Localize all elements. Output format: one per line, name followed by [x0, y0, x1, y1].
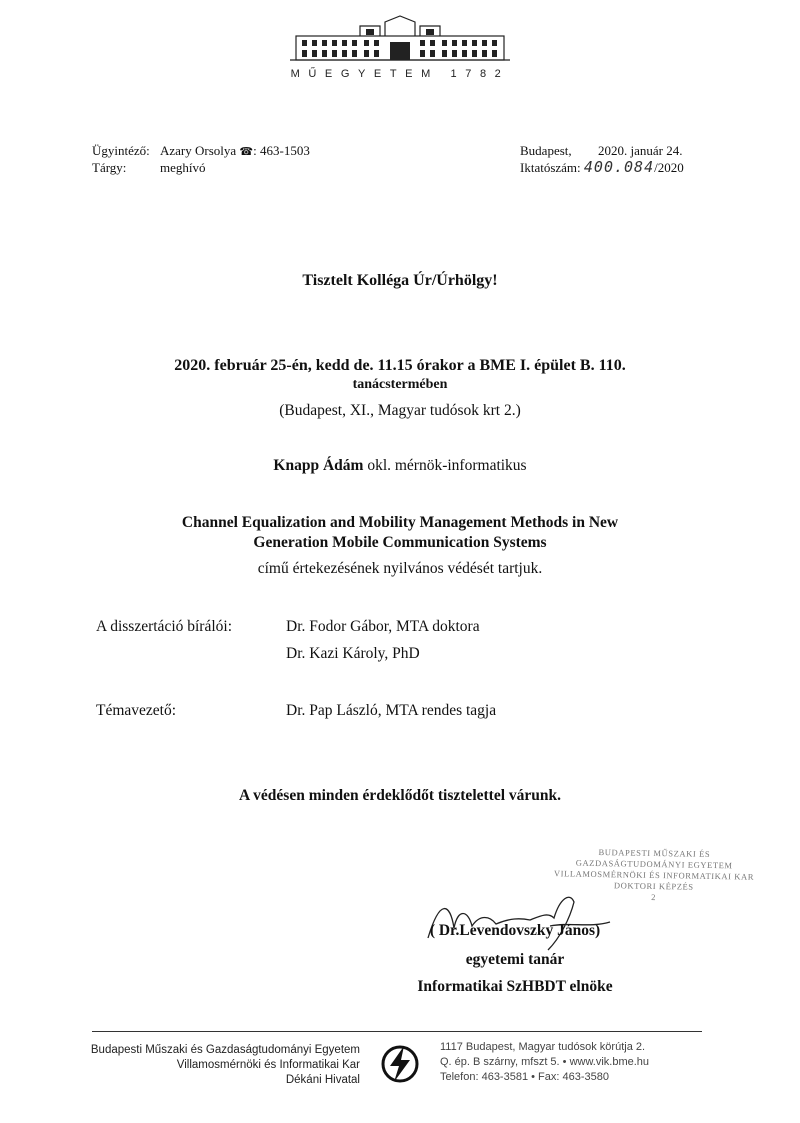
date-row: [520, 143, 720, 159]
defense-text: című értekezésének nyilvános védését tartjuk.: [257, 560, 543, 577]
footer-address-line-2: Q. ép. B szárny, mfszt 5. • www.vik.bme.hu: [440, 1056, 650, 1068]
stamp-line-1: BUDAPESTI MŰSZAKI ÉS: [598, 847, 711, 859]
signatory-name: ( Dr.Levendovszky János): [429, 922, 601, 939]
candidate: [0, 456, 800, 476]
signatory-role: egyetemi tanár: [465, 951, 565, 968]
case-officer-row: [92, 143, 412, 160]
stamp-line-5: 2: [651, 891, 657, 903]
stamp-line-2: GAZDASÁGTUDOMÁNYI EGYETEM: [575, 857, 733, 871]
footer-org-line-3: Dékáni Hivatal: [285, 1074, 360, 1086]
case-officer-label: Ügyintéző:: [92, 143, 150, 158]
footer-address-line-3: Telefon: 463-3581 • Fax: 463-3580: [440, 1071, 609, 1083]
footer-divider: [92, 1031, 702, 1032]
thesis-title-line-1: Channel Equalization and Mobility Management Methods in New: [181, 514, 619, 531]
reviewer-1: Dr. Fodor Gábor, MTA doktora: [286, 618, 480, 635]
signatory-position: Informatikai SzHBDT elnöke: [417, 978, 613, 995]
footer-contact: [440, 1040, 700, 1085]
reference-suffix: /2020: [654, 160, 684, 175]
university-building-logo: [290, 14, 510, 66]
address: (Budapest, XI., Magyar tudósok krt 2.): [279, 402, 521, 419]
reviewers-label: A disszertáció bírálói:: [96, 618, 233, 635]
event-line-1: 2020. február 25-én, kedd de. 11.15 órakor a BME I. épület B. 110.: [174, 357, 626, 374]
reference-label: Iktatószám:: [520, 160, 581, 175]
stamp-line-4: DOKTORI KÉPZÉS: [613, 880, 694, 892]
supervisor: Dr. Pap László, MTA rendes tagja: [286, 702, 497, 719]
city: Budapest,: [520, 143, 572, 158]
subject-value: meghívó: [160, 160, 206, 175]
thesis-title-line-2: Generation Mobile Communication Systems: [253, 534, 547, 551]
event-line-2: tanácstermében: [352, 377, 448, 392]
subject-row: [92, 160, 412, 176]
telephone-icon: ☎: [239, 146, 254, 158]
subject-label: Tárgy:: [92, 160, 127, 175]
phone-value: : 463-1503: [253, 143, 310, 158]
date: 2020. január 24.: [598, 143, 683, 158]
reference-row: [520, 159, 720, 176]
closing-text: A védésen minden érdeklődőt tisztelettel várunk.: [238, 787, 562, 804]
footer-address-line-1: 1117 Budapest, Magyar tudósok körútja 2.: [440, 1041, 646, 1053]
supervisor-label: Témavezető:: [96, 702, 177, 719]
candidate-title: okl. mérnök-informatikus: [367, 457, 527, 474]
meta-right: [520, 143, 720, 176]
reviewer-2: Dr. Kazi Károly, PhD: [286, 645, 420, 662]
candidate-name: Knapp Ádám: [273, 457, 364, 474]
reference-handwritten: 400.084: [583, 158, 655, 176]
footer-org-line-1: Budapesti Műszaki és Gazdaságtudományi Egyetem: [90, 1044, 360, 1056]
case-officer-value: Azary Orsolya: [160, 143, 237, 158]
logo-caption: MŰEGYETEM 1782: [290, 68, 510, 80]
footer-org-line-2: Villamosmérnöki és Informatikai Kar: [176, 1059, 360, 1071]
meta-left: [92, 143, 412, 176]
stamp-line-3: VILLAMOSMÉRNÖKI ÉS INFORMATIKAI KAR: [553, 868, 755, 882]
lightning-bolt-logo: [378, 1044, 422, 1084]
salutation: Tisztelt Kolléga Úr/Úrhölgy!: [302, 272, 498, 289]
footer-organization: [90, 1043, 360, 1088]
